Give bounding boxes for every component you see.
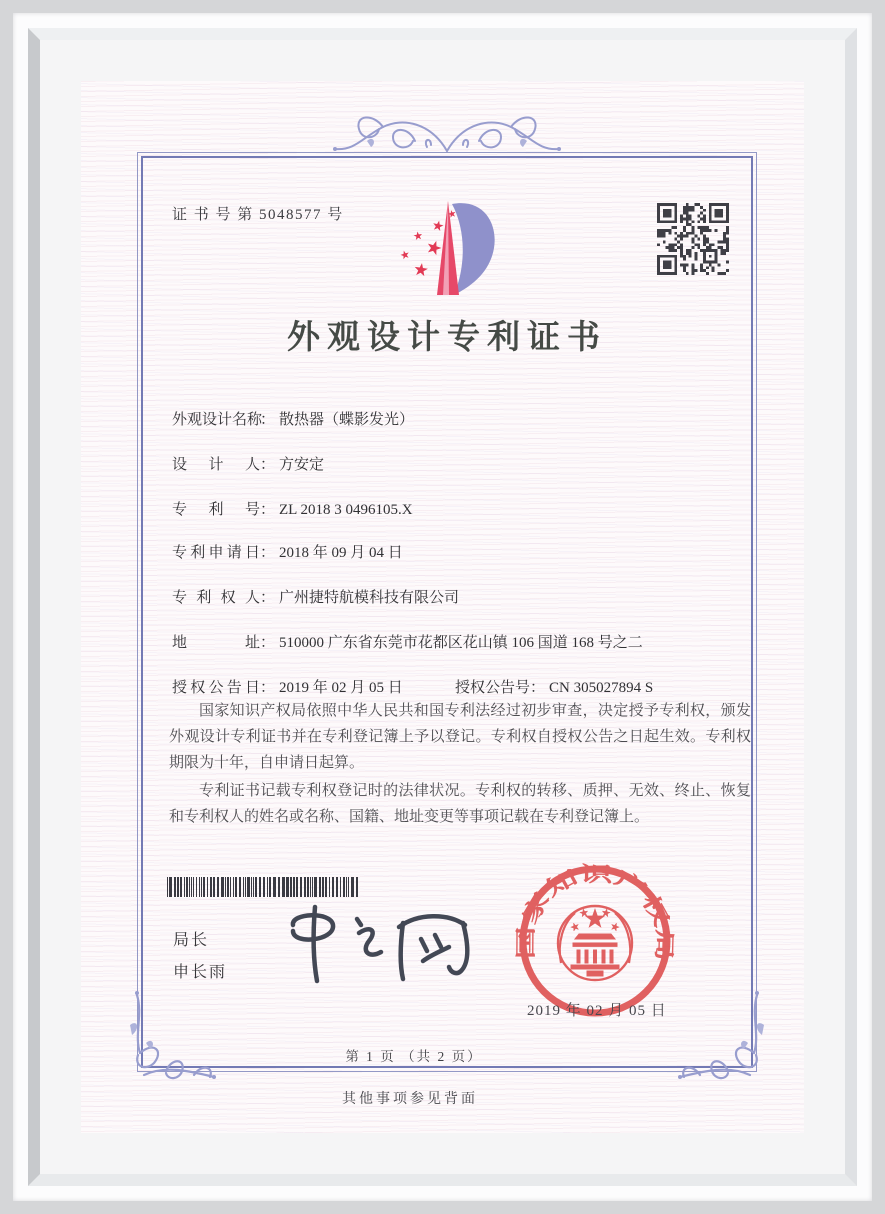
field-value: ZL 2018 3 0496105.X [279, 502, 413, 518]
certificate-title: 外观设计专利证书 [287, 320, 607, 356]
cnipa-logo-icon [388, 198, 496, 300]
field-colon: ： [260, 457, 276, 473]
field-colon: ： [260, 635, 276, 651]
certificate-number: 证 书 号 第 5048577 号 [172, 207, 344, 223]
field-grant-number [455, 676, 653, 697]
field-row-grant [172, 676, 654, 697]
seal-date: 2019 年 02 月 05 日 [527, 1003, 667, 1019]
field-value: 2018 年 09 月 04 日 [279, 545, 403, 561]
field-colon: ： [260, 590, 276, 606]
seal-ring-text: 国家知识产权局 [513, 862, 677, 960]
field-row-design-name [172, 408, 414, 429]
field-value: 方安定 [279, 457, 325, 473]
field-colon: ： [260, 680, 276, 696]
field-row-patent-number [172, 498, 413, 519]
field-row-designer [172, 453, 324, 474]
field-colon: ： [530, 680, 546, 696]
field-row-address [172, 631, 643, 652]
field-label: 专利申请日 [172, 545, 260, 561]
barcode-icon [167, 877, 359, 897]
field-label: 地址 [172, 635, 260, 651]
field-value: 2019 年 02 月 05 日 [279, 680, 403, 696]
field-value: 广州捷特航模科技有限公司 [279, 590, 460, 606]
field-row-filing-date [172, 541, 403, 562]
director-title: 局长 [173, 932, 210, 949]
legal-paragraph-1: 国家知识产权局依照中华人民共和国专利法经过初步审查，决定授予专利权，颁发外观设计专利证书并在专利登记簿上予以登记。专利权自授权公告之日起生效。专利权期限为十年，自申请日起算。 [169, 703, 751, 771]
field-label: 授权公告日 [172, 680, 260, 696]
field-colon: ： [260, 502, 276, 518]
page-number: 第 1 页 （共 2 页） [345, 1049, 483, 1064]
field-value: CN 305027894 S [549, 680, 654, 696]
field-row-patentee [172, 586, 459, 607]
field-label: 设计人 [172, 457, 260, 473]
field-value: 散热器（蝶影发光） [279, 412, 415, 428]
director-signature-icon [273, 901, 483, 986]
certificate-paper [81, 81, 804, 1133]
field-label: 专利权人 [172, 590, 260, 606]
field-label: 外观设计名称 [172, 412, 263, 428]
field-colon: ： [260, 545, 276, 561]
back-side-note: 其他事项参见背面 [342, 1092, 478, 1107]
field-value: 510000 广东省东莞市花都区花山镇 106 国道 168 号之二 [279, 635, 643, 651]
legal-paragraph-2: 专利证书记载专利权登记时的法律状况。专利权的转移、质押、无效、终止、恢复和专利权人的姓名或名称、国籍、地址变更等事项记载在专利登记簿上。 [169, 783, 751, 825]
field-label: 授权公告号 [455, 680, 531, 696]
field-label: 专利号 [172, 502, 260, 518]
field-colon: ： [260, 412, 276, 428]
director-name: 申长雨 [173, 964, 228, 981]
qr-code-icon [657, 203, 729, 275]
